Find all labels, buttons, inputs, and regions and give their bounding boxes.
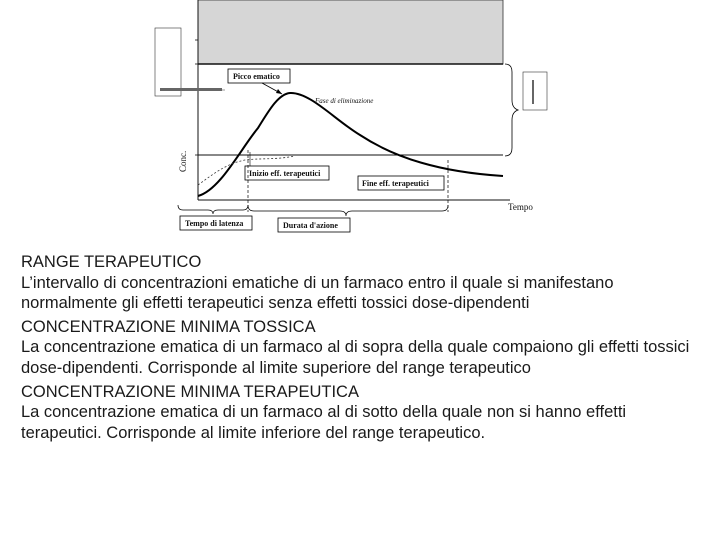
section-body: La concentrazione ematica di un farmaco al di sotto della quale non si hanno effetti terapeutici. Corrisponde al limite inferiore del range terapeutico. [21, 403, 627, 442]
section-body: La concentrazione ematica di un farmaco al di sopra della quale compaiono gli effetti tossici dose-dipendenti. Corrisponde al limite superiore del range terapeutico [21, 338, 690, 377]
peak-arrowhead [276, 89, 282, 94]
section-heading: RANGE TERAPEUTICO [21, 253, 202, 271]
peak-label: Picco ematico [233, 72, 280, 81]
onset-label: Inizio eff. terapeutici [249, 169, 321, 178]
latency-bracket [178, 205, 248, 214]
y-axis-label: Conc. [178, 150, 188, 172]
section-concentrazione-minima-tossica [21, 317, 711, 379]
y-scribble [160, 88, 222, 91]
concentration-curve [198, 93, 503, 196]
duration-bracket [248, 205, 448, 216]
end-label: Fine eff. terapeutici [362, 179, 429, 188]
range-box [523, 72, 547, 110]
section-heading: CONCENTRAZIONE MINIMA TOSSICA [21, 317, 316, 336]
elimination-label: Fase di eliminazione [315, 97, 374, 105]
y-legend-box [155, 28, 181, 96]
x-axis-label: Tempo [508, 202, 533, 212]
section-concentrazione-minima-terapeutica [21, 382, 711, 444]
range-scribble [532, 80, 534, 104]
section-body: L’intervallo di concentrazioni ematiche di un farmaco entro il quale si manifestano normalmente gli effetti terapeutici senza effetti tossici dose-dipendenti [21, 273, 614, 313]
pharmacokinetic-diagram [150, 0, 550, 240]
toxic-zone [198, 0, 503, 64]
definitions-block [21, 252, 711, 446]
section-range-terapeutico [21, 252, 711, 314]
duration-label: Durata d'azione [283, 221, 338, 230]
range-brace [505, 64, 518, 156]
latency-label: Tempo di latenza [185, 219, 244, 228]
section-heading: CONCENTRAZIONE MINIMA TERAPEUTICA [21, 382, 359, 401]
